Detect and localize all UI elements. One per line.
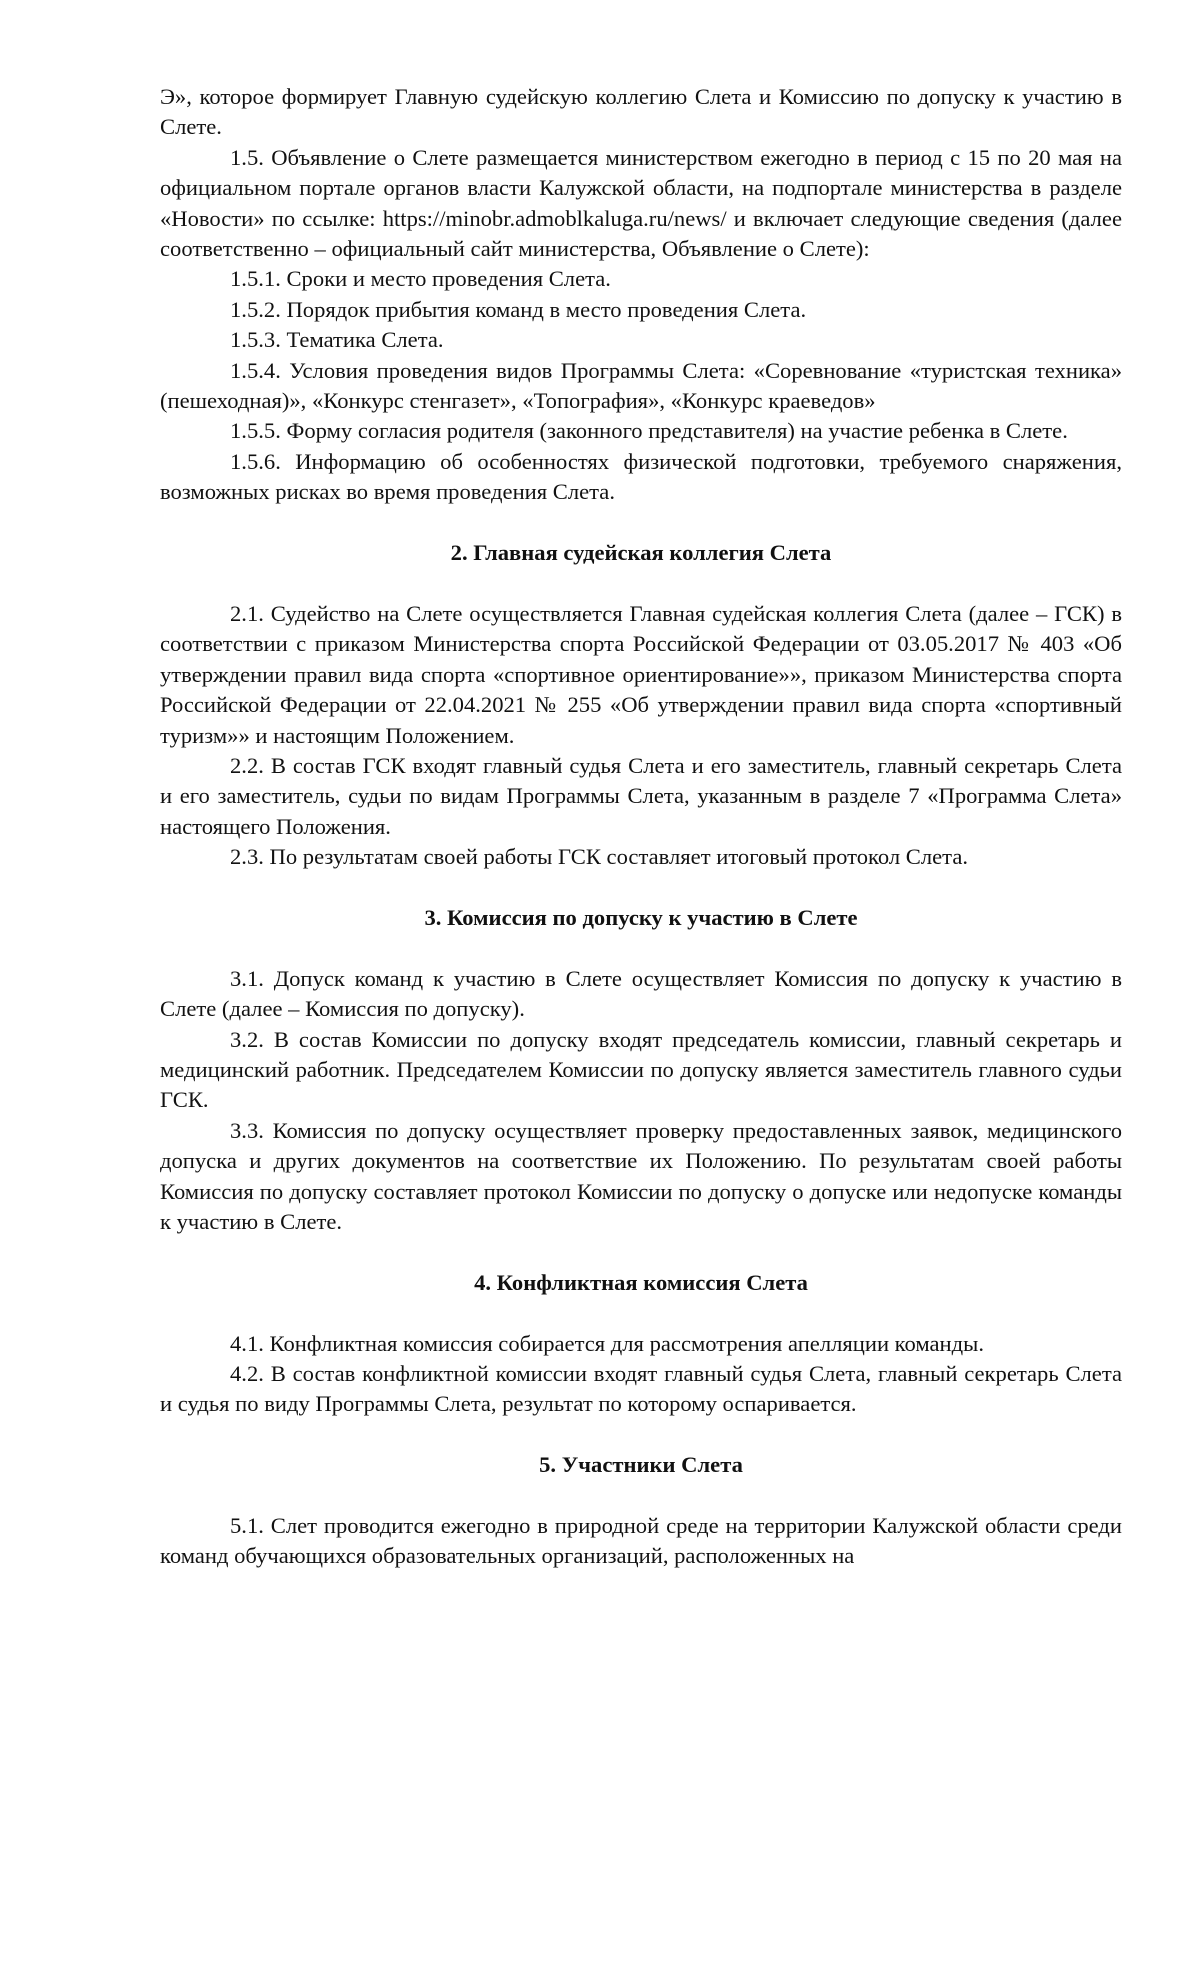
paragraph-1-5-6: 1.5.6. Информацию об особенностях физической подготовки, требуемого снаряжения, возможных рисках во время проведения Слета. (160, 448, 1122, 505)
paragraph-1-5-1: 1.5.1. Сроки и место проведения Слета. (230, 266, 611, 292)
section-4-heading: 4. Конфликтная комиссия Слета (474, 1269, 808, 1295)
paragraph-2-1: 2.1. Судейство на Слете осуществляется Главная судейская коллегия Слета (далее – ГСК) в соответствии с приказом Министерства спорта Российской Федерации от 03.05.2017 № 403 «Об утверждении правил вида спорта «спортивное ориентирование»», приказом Министерства спорта Российской Федерации от 22.04.2021 № 255 «Об утверждении правил вида спорта «спортивный туризм»» и настоящим Положением. (160, 600, 1122, 748)
section-3-heading: 3. Комиссия по допуску к участию в Слете (424, 904, 858, 930)
section-2-heading: 2. Главная судейская коллегия Слета (450, 540, 832, 566)
paragraph-1-5-4: 1.5.4. Условия проведения видов Программы Слета: «Соревнование «туристская техника» (пешеходная)», «Конкурс стенгазет», «Топография», «Конкурс краеведов» (160, 357, 1122, 414)
paragraph-1-5-3: 1.5.3. Тематика Слета. (230, 327, 444, 353)
paragraph-3-1: 3.1. Допуск команд к участию в Слете осуществляет Комиссия по допуску к участию в Слете (далее – Комиссия по допуску). (160, 965, 1122, 1022)
paragraph-intro-continuation: Э», которое формирует Главную судейскую коллегию Слета и Комиссию по допуску к участию в Слете. (160, 84, 1122, 140)
paragraph-2-2: 2.2. В состав ГСК входят главный судья Слета и его заместитель, главный секретарь Слета и его заместитель, судьи по видам Программы Слета, указанным в разделе 7 «Программа Слета» настоящего Положения. (160, 752, 1122, 839)
document-body (160, 82, 1122, 1572)
paragraph-2-3: 2.3. По результатам своей работы ГСК составляет итоговый протокол Слета. (230, 844, 968, 870)
paragraph-1-5-2: 1.5.2. Порядок прибытия команд в место проведения Слета. (230, 296, 807, 322)
paragraph-5-1: 5.1. Слет проводится ежегодно в природной среде на территории Калужской области среди команд обучающихся образовательных организаций, расположенных на (160, 1512, 1122, 1569)
section-5-heading: 5. Участники Слета (539, 1452, 743, 1478)
paragraph-1-5-5: 1.5.5. Форму согласия родителя (законного представителя) на участие ребенка в Слете. (230, 418, 1068, 444)
paragraph-4-2: 4.2. В состав конфликтной комиссии входят главный судья Слета, главный секретарь Слета и судья по виду Программы Слета, результат по которому оспаривается. (160, 1360, 1122, 1417)
paragraph-1-5: 1.5. Объявление о Слете размещается министерством ежегодно в период с 15 по 20 мая на официальном портале органов власти Калужской области, на подпортале министерства в разделе «Новости» по ссылке: https://minobr.admoblkaluga.ru/news/ и включает следующие сведения (далее соответственно – официальный сайт министерства, Объявление о Слете): (160, 144, 1122, 262)
paragraph-4-1: 4.1. Конфликтная комиссия собирается для рассмотрения апелляции команды. (230, 1330, 984, 1356)
paragraph-3-2: 3.2. В состав Комиссии по допуску входят председатель комиссии, главный секретарь и медицинский работник. Председателем Комиссии по допуску является заместитель главного судьи ГСК. (160, 1026, 1122, 1113)
paragraph-3-3: 3.3. Комиссия по допуску осуществляет проверку предоставленных заявок, медицинского допуска и других документов на соответствие их Положению. По результатам своей работы Комиссия по допуску составляет протокол Комиссии по допуску о допуске или недопуске команды к участию в Слете. (160, 1117, 1122, 1234)
